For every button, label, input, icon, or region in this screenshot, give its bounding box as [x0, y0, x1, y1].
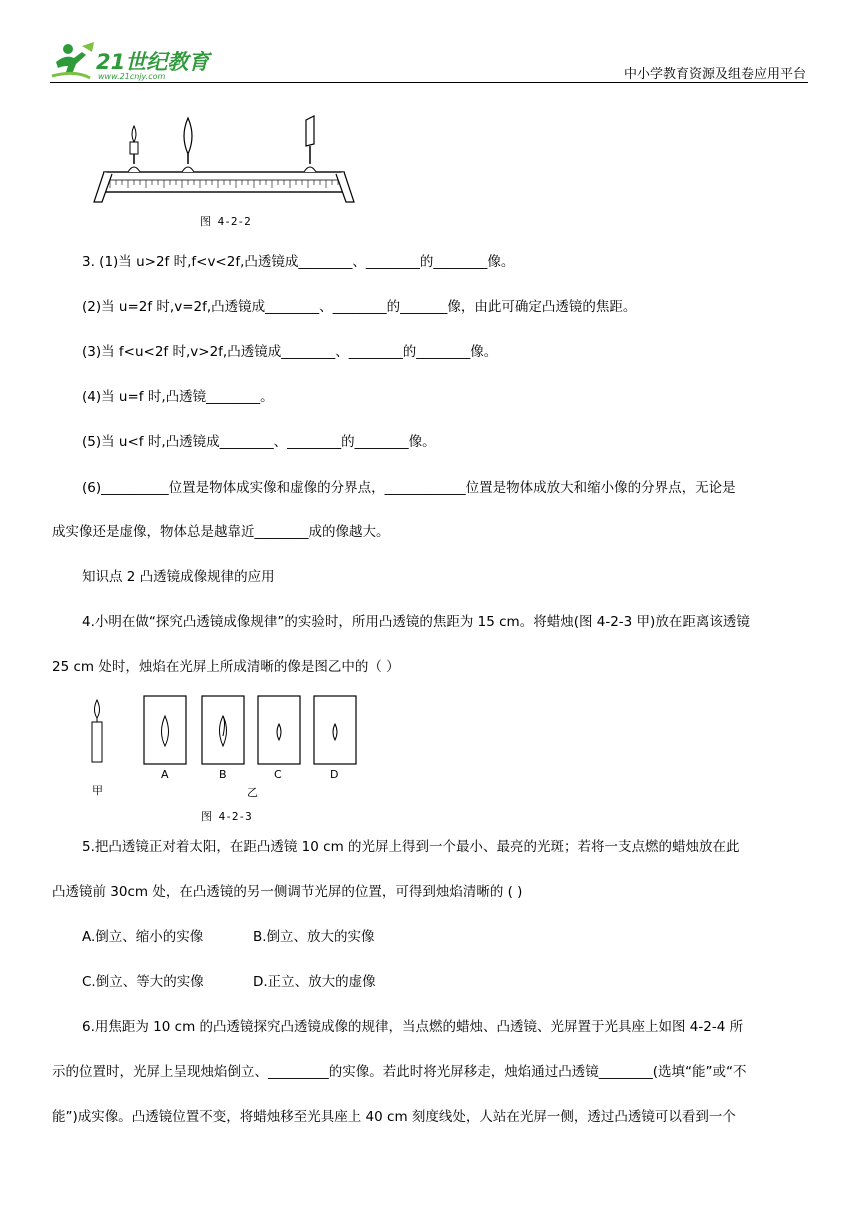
figure1-caption: 图 4-2-2: [200, 215, 251, 228]
q5-option-d: D.正立、放大的虚像: [253, 974, 376, 990]
figure2-caption: 图 4-2-3: [201, 810, 252, 823]
q5-line2: 凸透镜前 30cm 处，在凸透镜的另一侧调节光屏的位置，可得到烛焰清晰的 ( ): [52, 884, 523, 900]
logo-text: 21世纪教育: [96, 50, 210, 74]
figure2-option-d: D: [330, 768, 339, 781]
figure2-candle-label: 甲: [92, 784, 103, 797]
q3-part3: (3)当 f<u<2f 时,v>2f,凸透镜成________、________的________像。: [82, 344, 498, 360]
figure2-option-a: A: [161, 768, 169, 781]
q3-part6-line1: (6)__________位置是物体成实像和虚像的分界点，____________位置是物体成放大和缩小像的分界点，无论是: [82, 480, 736, 496]
q6-line3: 能”)成实像。凸透镜位置不变，将蜡烛移至光具座上 40 cm 刻度线处，人站在光屏一侧，透过凸透镜可以看到一个: [52, 1109, 736, 1125]
q6-line2: 示的位置时，光屏上呈现烛焰倒立、_________的实像。若此时将光屏移走，烛焰通过凸透镜________(选填“能”或“不: [52, 1064, 747, 1080]
q3-part4: (4)当 u=f 时,凸透镜________。: [82, 389, 274, 405]
figure2-group-label: 乙: [247, 786, 258, 799]
q5-option-c: C.倒立、等大的实像: [82, 974, 204, 990]
q3-part6-line2: 成实像还是虚像，物体总是越靠近________成的像越大。: [52, 524, 390, 540]
q4-line2: 25 cm 处时，烛焰在光屏上所成清晰的像是图乙中的（ ）: [52, 659, 400, 675]
q5-option-a: A.倒立、缩小的实像: [82, 929, 204, 945]
q5-option-b: B.倒立、放大的实像: [253, 929, 375, 945]
figure2-option-c: C: [274, 768, 282, 781]
q6-line1: 6.用焦距为 10 cm 的凸透镜探究凸透镜成像的规律，当点燃的蜡烛、凸透镜、光屏置于光具座上如图 4-2-4 所: [82, 1019, 744, 1035]
header-divider: [50, 82, 808, 83]
logo-url: www.21cnjy.com: [98, 72, 166, 81]
q4-line1: 4.小明在做“探究凸透镜成像规律”的实验时，所用凸透镜的焦距为 15 cm。将蜡烛(图 4-2-3 甲)放在距离该透镜: [82, 614, 750, 630]
q3-part5: (5)当 u<f 时,凸透镜成________、________的________像。: [82, 434, 436, 450]
q3-part1: 3. (1)当 u>2f 时,f<v<2f,凸透镜成________、________的________像。: [82, 254, 515, 270]
q3-part2: (2)当 u=2f 时,v=2f,凸透镜成________、________的_______像，由此可确定凸透镜的焦距。: [82, 299, 637, 315]
platform-name: 中小学教育资源及组卷应用平台: [623, 67, 806, 82]
knowledge-point-2: 知识点 2 凸透镜成像规律的应用: [82, 569, 275, 585]
q5-line1: 5.把凸透镜正对着太阳，在距凸透镜 10 cm 的光屏上得到一个最小、最亮的光斑；若将一支点燃的蜡烛放在此: [82, 839, 740, 855]
logo: [46, 40, 216, 86]
figure2-option-b: B: [219, 768, 227, 781]
